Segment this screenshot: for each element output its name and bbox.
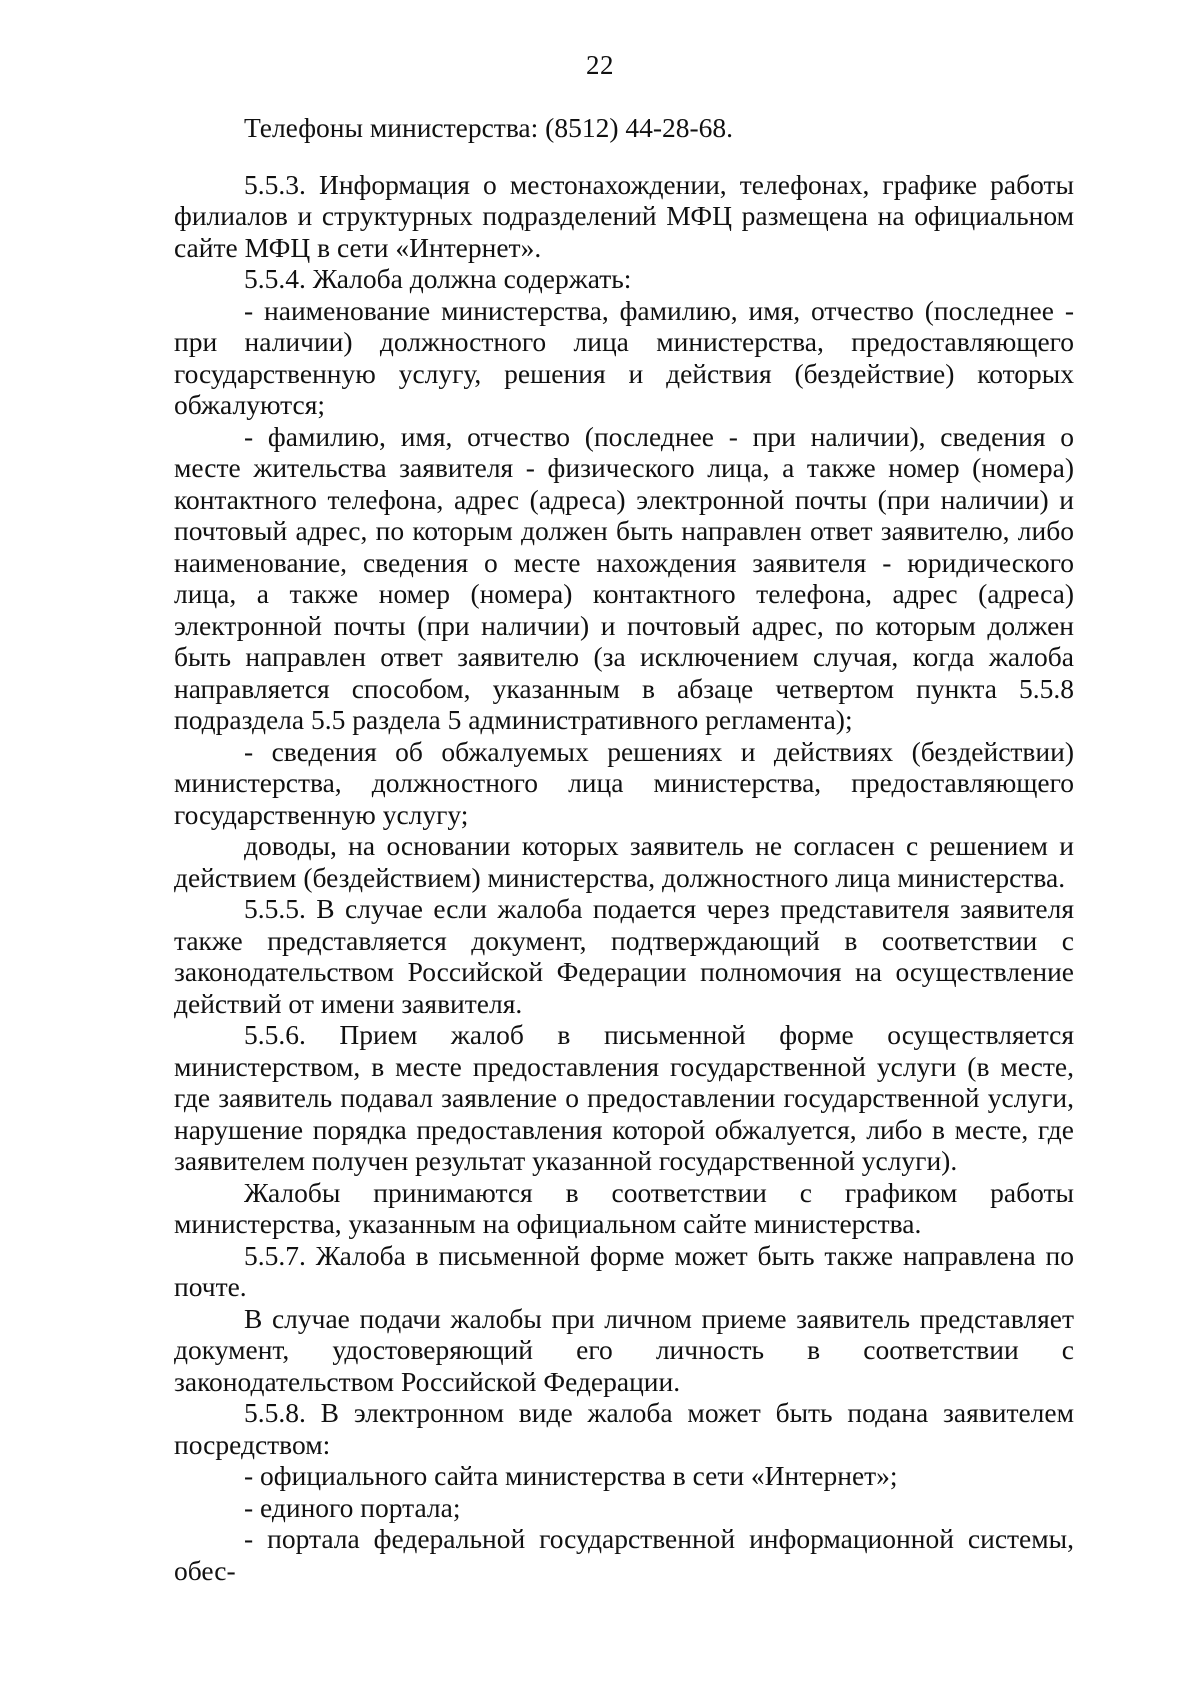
list-item-arguments: доводы, на основании которых заявитель не согласен с решением и действием (бездействием) министерства, должностного лица министерства. xyxy=(174,830,1074,893)
list-item-appealed-decisions: - сведения об обжалуемых решениях и действиях (бездействии) министерства, должностного лица министерства, предоставляющего государственную услугу; xyxy=(174,735,1074,830)
list-item-official-name: - наименование министерства, фамилию, имя, отчество (последнее - при наличии) должностного лица министерства, предоставляющего государственную услугу, решения и действия (бездействие) которых обжалуются; xyxy=(174,294,1074,420)
page-number: 22 xyxy=(586,50,614,80)
paragraph-5-5-3: 5.5.3. Информация о местонахождении, телефонах, графике работы филиалов и структурных подразделений МФЦ размещена на официальном сайте МФЦ в сети «Интернет». xyxy=(174,168,1074,263)
paragraph-5-5-7: 5.5.7. Жалоба в письменной форме может быть также направлена по почте. xyxy=(174,1239,1074,1302)
paragraph-5-5-4: 5.5.4. Жалоба должна содержать: xyxy=(244,263,632,294)
paragraph-5-5-6: 5.5.6. Прием жалоб в письменной форме осуществляется министерством, в месте предоставления государственной услуги (в месте, где заявитель подавал заявление о предоставлении государственной услуги, нарушение порядка предоставления которой обжалуется, либо в месте, где заявителем получен результат указанной государственной услуги). xyxy=(174,1019,1074,1176)
paragraph-personal-reception: В случае подачи жалобы при личном приеме заявитель представляет документ, удостоверяющий его личность в соответствии с законодательством Российской Федерации. xyxy=(174,1302,1074,1397)
document-body xyxy=(174,112,1074,1586)
list-item-applicant-info: - фамилию, имя, отчество (последнее - при наличии), сведения о месте жительства заявителя - физического лица, а также номер (номера) контактного телефона, адрес (адреса) электронной почты (при наличии) и почтовый адрес, по которым должен быть направлен ответ заявителю, либо наименование, сведения о месте нахождения заявителя - юридического лица, а также номер (номера) контактного телефона, адрес (адреса) электронной почты (при наличии) и почтовый адрес, по которым должен быть направлен ответ заявителю (за исключением случая, когда жалоба направляется способом, указанным в абзаце четвертом пункта 5.5.8 подраздела 5.5 раздела 5 административного регламента); xyxy=(174,420,1074,735)
paragraph-5-5-5: 5.5.5. В случае если жалоба подается через представителя заявителя также представляется документ, подтверждающий в соответствии с законодательством Российской Федерации полномочия на осуществление действий от имени заявителя. xyxy=(174,893,1074,1019)
paragraph-5-5-8: 5.5.8. В электронном виде жалоба может быть подана заявителем посредством: xyxy=(174,1397,1074,1460)
list-item-federal-portal: - портала федеральной государственной информационной системы, обес- xyxy=(174,1523,1074,1586)
phones-line: Телефоны министерства: (8512) 44-28-68. xyxy=(244,112,734,143)
list-item-single-portal: - единого портала; xyxy=(244,1491,461,1523)
list-item-official-site: - официального сайта министерства в сети «Интернет»; xyxy=(244,1460,898,1491)
paragraph-schedule: Жалобы принимаются в соответствии с графиком работы министерства, указанным на официальном сайте министерства. xyxy=(174,1176,1074,1239)
